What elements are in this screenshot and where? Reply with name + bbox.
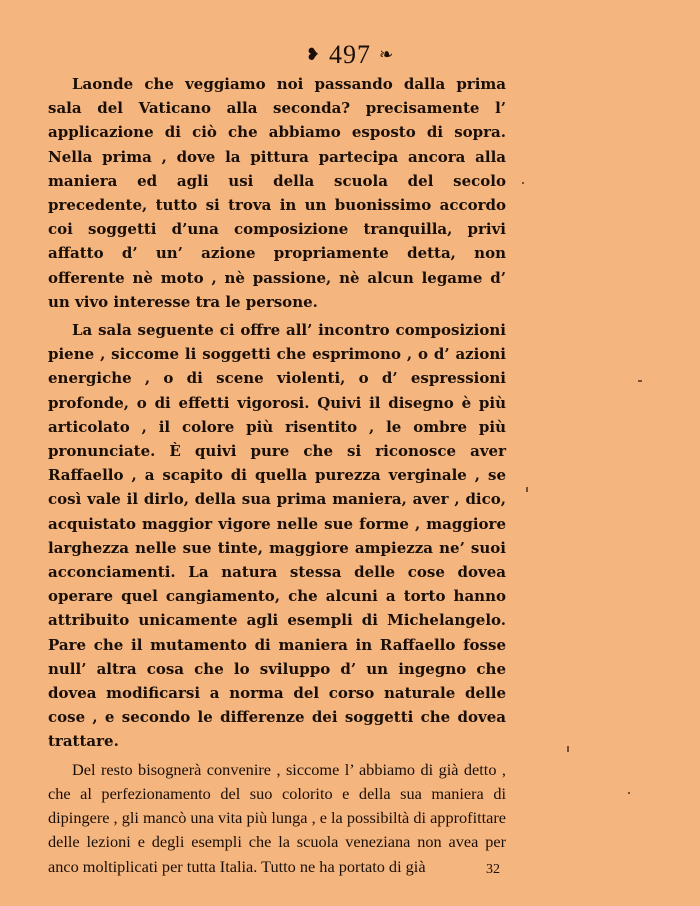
page-number: 497 (329, 40, 371, 69)
scan-speck (522, 182, 524, 184)
scan-speck (628, 792, 630, 794)
page-header (0, 40, 700, 72)
paragraph-1: Laonde che veggiamo noi passando dalla prima sala del Vaticano alla seconda? precisamente l’ applicazione di ciò che abbiamo esposto di sopra. Nella prima , dove la pittura partecipa ancora alla maniera ed agli usi della scuola del secolo precedente, tutto si trova in un buonissimo accordo coi soggetti d’una composizione tranquilla, privi affatto d’ un’ azione propriamente detta, non offerente nè moto , nè passione, nè alcun legame d’ un vivo interesse tra le persone. (48, 75, 506, 311)
signature-mark: 32 (486, 862, 500, 877)
scan-speck (567, 746, 569, 752)
paragraph-3: Del resto bisognerà convenire , siccome l’ abbiamo di già detto , che al perfezionamento del suo colorito e della sua maniera di dipingere , gli mancò una vita più lunga , e la possibiltà di approfittare delle lezioni e degli esempli che la scuola veneziana non avea per anco moltiplicati per tutta Italia. Tutto ne ha portato di già (48, 759, 507, 876)
body-text (48, 72, 506, 883)
scan-speck (526, 487, 528, 492)
left-ornament-icon: ❥ (305, 45, 321, 65)
right-ornament-icon: ❧ (379, 45, 395, 65)
scan-speck (638, 380, 642, 382)
paragraph-2: La sala seguente ci offre all’ incontro composizioni piene , siccome li soggetti che esprimono , o d’ azioni energiche , o di scene violenti, o d’ espressioni profonde, o di effetti vigorosi. Quivi il disegno è più articolato , il colore più risentito , le ombre più pronunciate. È quivi pure che si riconosce aver Raffaello , a scapito di quella purezza verginale , se così vale il dirlo, della sua prima maniera, aver , dico, acquistato maggior vigore nelle sue forme , maggiore larghezza nelle sue tinte, maggiore ampiezza ne’ suoi acconciamenti. La natura stessa delle cose dovea operare quel cangiamento, che alcuni a torto hanno attribuito unicamente agli esempli di Michelangelo. Pare che il mutamento di maniera in Raffaello fosse null’ altra cosa che lo sviluppo d’ un ingegno che dovea modificarsi a norma del corso naturale delle cose , e secondo le differenze dei soggetti che dovea trattare. (48, 321, 506, 751)
